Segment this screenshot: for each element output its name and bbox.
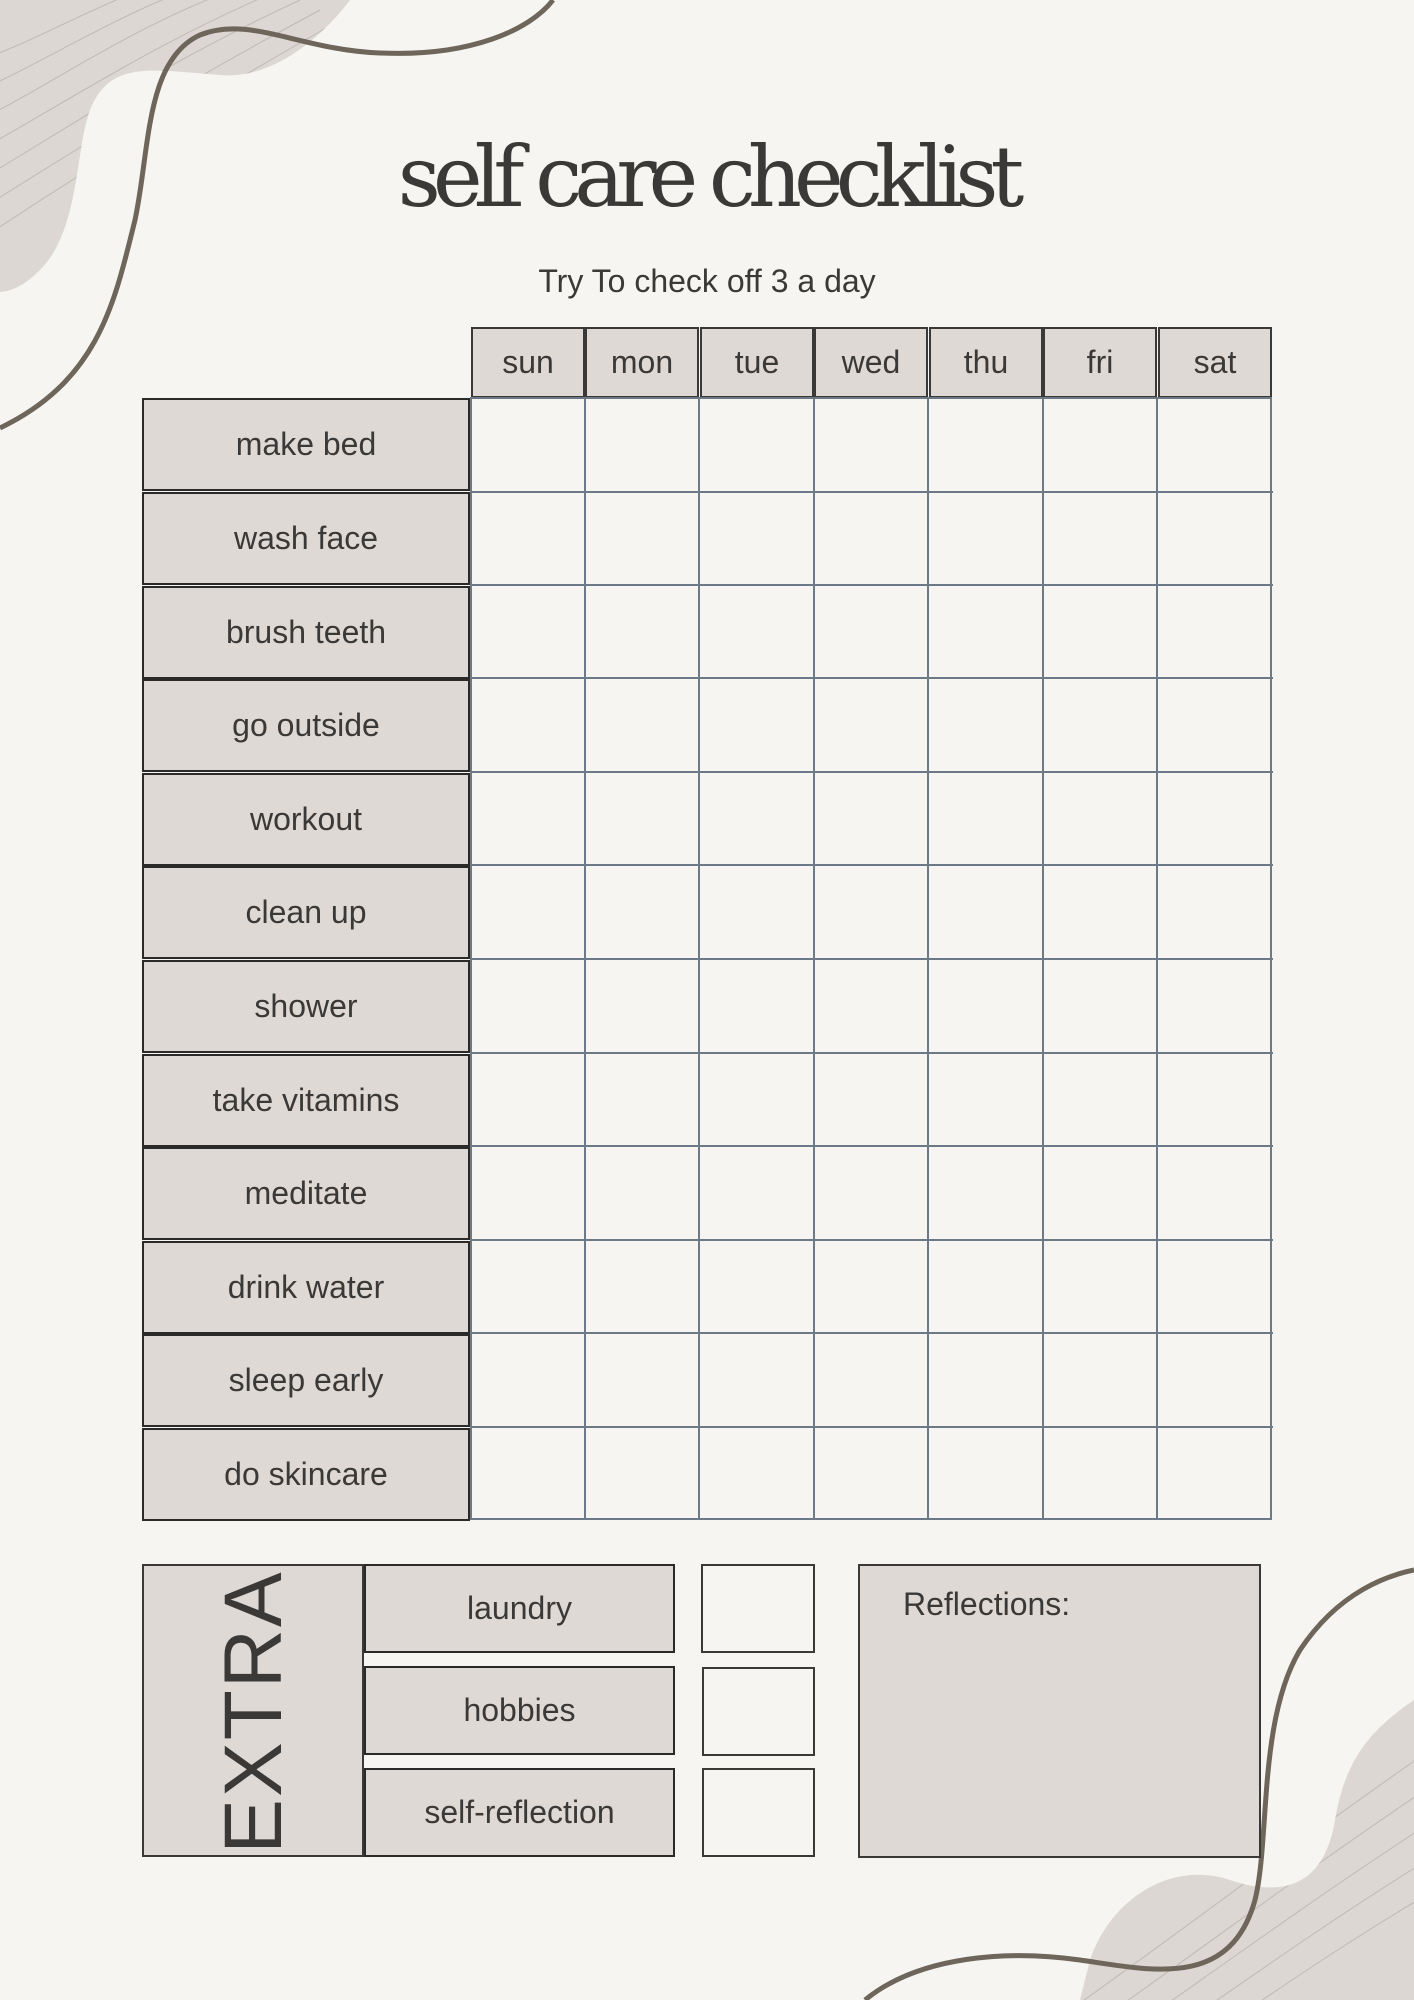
task-label-shower: shower	[142, 960, 470, 1053]
day-header-mon: mon	[585, 327, 699, 398]
extra-section-label	[142, 1564, 364, 1857]
reflections-box[interactable]	[858, 1564, 1261, 1858]
task-label-meditate: meditate	[142, 1147, 470, 1240]
extra-item-self-reflection: self-reflection	[364, 1768, 675, 1857]
task-label-sleep-early: sleep early	[142, 1334, 470, 1427]
extra-checkbox-hobbies[interactable]	[702, 1667, 815, 1756]
day-header-fri: fri	[1043, 327, 1157, 398]
task-label-brush-teeth: brush teeth	[142, 586, 470, 679]
task-label-wash-face: wash face	[142, 492, 470, 585]
day-header-wed: wed	[814, 327, 928, 398]
extra-item-laundry: laundry	[364, 1564, 675, 1653]
task-label-go-outside: go outside	[142, 679, 470, 772]
page-subtitle: Try To check off 3 a day	[538, 263, 876, 299]
day-header-thu: thu	[929, 327, 1043, 398]
page-title: self care checklist	[397, 128, 1017, 226]
day-header-sun: sun	[471, 327, 585, 398]
extra-label-text: EXTRA	[208, 1570, 299, 1854]
day-header-tue: tue	[700, 327, 814, 398]
extra-checkbox-laundry[interactable]	[701, 1564, 815, 1653]
checkbox-grid[interactable]	[470, 397, 1273, 1521]
task-label-do-skincare: do skincare	[142, 1428, 470, 1521]
task-label-clean-up: clean up	[142, 866, 470, 959]
day-header-sat: sat	[1158, 327, 1272, 398]
task-label-take-vitamins: take vitamins	[142, 1054, 470, 1147]
extra-item-hobbies: hobbies	[364, 1666, 675, 1755]
reflections-label: Reflections:	[903, 1586, 1071, 1622]
task-label-make-bed: make bed	[142, 398, 470, 491]
task-label-workout: workout	[142, 773, 470, 866]
extra-checkbox-self-reflection[interactable]	[702, 1768, 815, 1857]
task-label-drink-water: drink water	[142, 1241, 470, 1334]
